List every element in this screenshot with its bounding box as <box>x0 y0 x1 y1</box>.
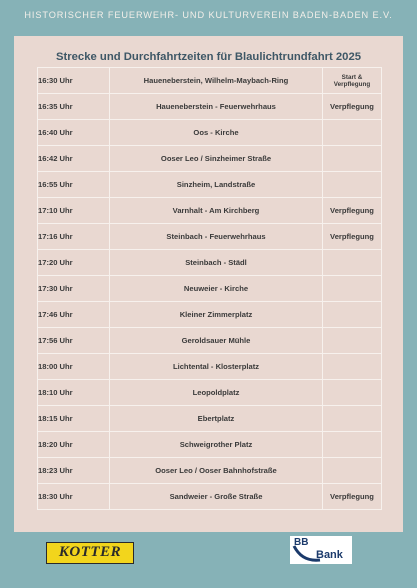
schedule-title: Strecke und Durchfahrtzeiten für Blaulichtrundfahrt 2025 <box>55 51 362 63</box>
organization-name: HISTORISCHER FEUERWEHR- UND KULTURVEREIN BADEN-BADEN E.V. <box>24 10 393 20</box>
schedule-row <box>38 250 382 276</box>
schedule-note: Verpflegung <box>323 94 382 120</box>
schedule-note <box>323 406 382 432</box>
schedule-place: Schweigrother Platz <box>110 432 323 458</box>
schedule-time: 18:23 Uhr <box>38 458 110 484</box>
schedule-time: 17:30 Uhr <box>38 276 110 302</box>
schedule-row <box>38 198 382 224</box>
schedule-note <box>323 146 382 172</box>
kotter-logo <box>46 542 134 564</box>
schedule-row <box>38 276 382 302</box>
schedule-row <box>38 68 382 94</box>
schedule-time: 17:20 Uhr <box>38 250 110 276</box>
schedule-place: Leopoldplatz <box>110 380 323 406</box>
schedule-note <box>323 120 382 146</box>
schedule-place: Haueneberstein - Feuerwehrhaus <box>110 94 323 120</box>
schedule-time: 18:30 Uhr <box>38 484 110 510</box>
schedule-note <box>323 328 382 354</box>
schedule-note: Start & Verpflegung <box>323 68 382 94</box>
schedule-place: Kleiner Zimmerplatz <box>110 302 323 328</box>
schedule-time: 16:55 Uhr <box>38 172 110 198</box>
schedule-note: Verpflegung <box>323 224 382 250</box>
footer <box>0 532 417 588</box>
schedule-time: 16:42 Uhr <box>38 146 110 172</box>
schedule-note <box>323 172 382 198</box>
schedule-time: 16:30 Uhr <box>38 68 110 94</box>
schedule-place: Varnhalt - Am Kirchberg <box>110 198 323 224</box>
schedule-time: 18:15 Uhr <box>38 406 110 432</box>
schedule-time: 16:40 Uhr <box>38 120 110 146</box>
schedule-row <box>38 328 382 354</box>
schedule-row <box>38 94 382 120</box>
schedule-place: Neuweier - Kirche <box>110 276 323 302</box>
schedule-note <box>323 380 382 406</box>
schedule-place: Ooser Leo / Ooser Bahnhofstraße <box>110 458 323 484</box>
schedule-note <box>323 302 382 328</box>
schedule-place: Oos - Kirche <box>110 120 323 146</box>
schedule-place: Geroldsauer Mühle <box>110 328 323 354</box>
schedule-row <box>38 302 382 328</box>
schedule-time: 18:00 Uhr <box>38 354 110 380</box>
schedule-place: Sandweier - Große Straße <box>110 484 323 510</box>
schedule-note <box>323 250 382 276</box>
schedule-row <box>38 484 382 510</box>
schedule-place: Lichtental - Klosterplatz <box>110 354 323 380</box>
schedule-place: Steinbach - Städl <box>110 250 323 276</box>
schedule-time: 18:10 Uhr <box>38 380 110 406</box>
schedule-body <box>38 68 382 510</box>
schedule-note <box>323 458 382 484</box>
bb-bank-logo-top: BB <box>294 537 309 548</box>
schedule-note <box>323 276 382 302</box>
kotter-logo-text: KOTTER <box>58 544 122 560</box>
header-band <box>0 0 417 36</box>
schedule-row <box>38 432 382 458</box>
schedule-row <box>38 120 382 146</box>
schedule-time: 17:16 Uhr <box>38 224 110 250</box>
schedule-row <box>38 146 382 172</box>
schedule-row <box>38 172 382 198</box>
schedule-row <box>38 380 382 406</box>
schedule-row <box>38 354 382 380</box>
schedule-row <box>38 406 382 432</box>
schedule-time: 18:20 Uhr <box>38 432 110 458</box>
schedule-row <box>38 458 382 484</box>
schedule-time: 16:35 Uhr <box>38 94 110 120</box>
schedule-time: 17:56 Uhr <box>38 328 110 354</box>
schedule-time: 17:10 Uhr <box>38 198 110 224</box>
schedule-note: Verpflegung <box>323 198 382 224</box>
schedule-row <box>38 224 382 250</box>
schedule-time: 17:46 Uhr <box>38 302 110 328</box>
schedule-note <box>323 432 382 458</box>
schedule-note <box>323 354 382 380</box>
bb-bank-logo-bottom: Bank <box>316 549 343 561</box>
bb-bank-logo <box>290 536 352 564</box>
schedule-place: Steinbach - Feuerwehrhaus <box>110 224 323 250</box>
schedule-card <box>14 36 403 532</box>
schedule-place: Ooser Leo / Sinzheimer Straße <box>110 146 323 172</box>
schedule-place: Ebertplatz <box>110 406 323 432</box>
schedule-place: Sinzheim, Landstraße <box>110 172 323 198</box>
schedule-table <box>37 67 382 510</box>
schedule-note: Verpflegung <box>323 484 382 510</box>
schedule-place: Haueneberstein, Wilhelm-Maybach-Ring <box>110 68 323 94</box>
